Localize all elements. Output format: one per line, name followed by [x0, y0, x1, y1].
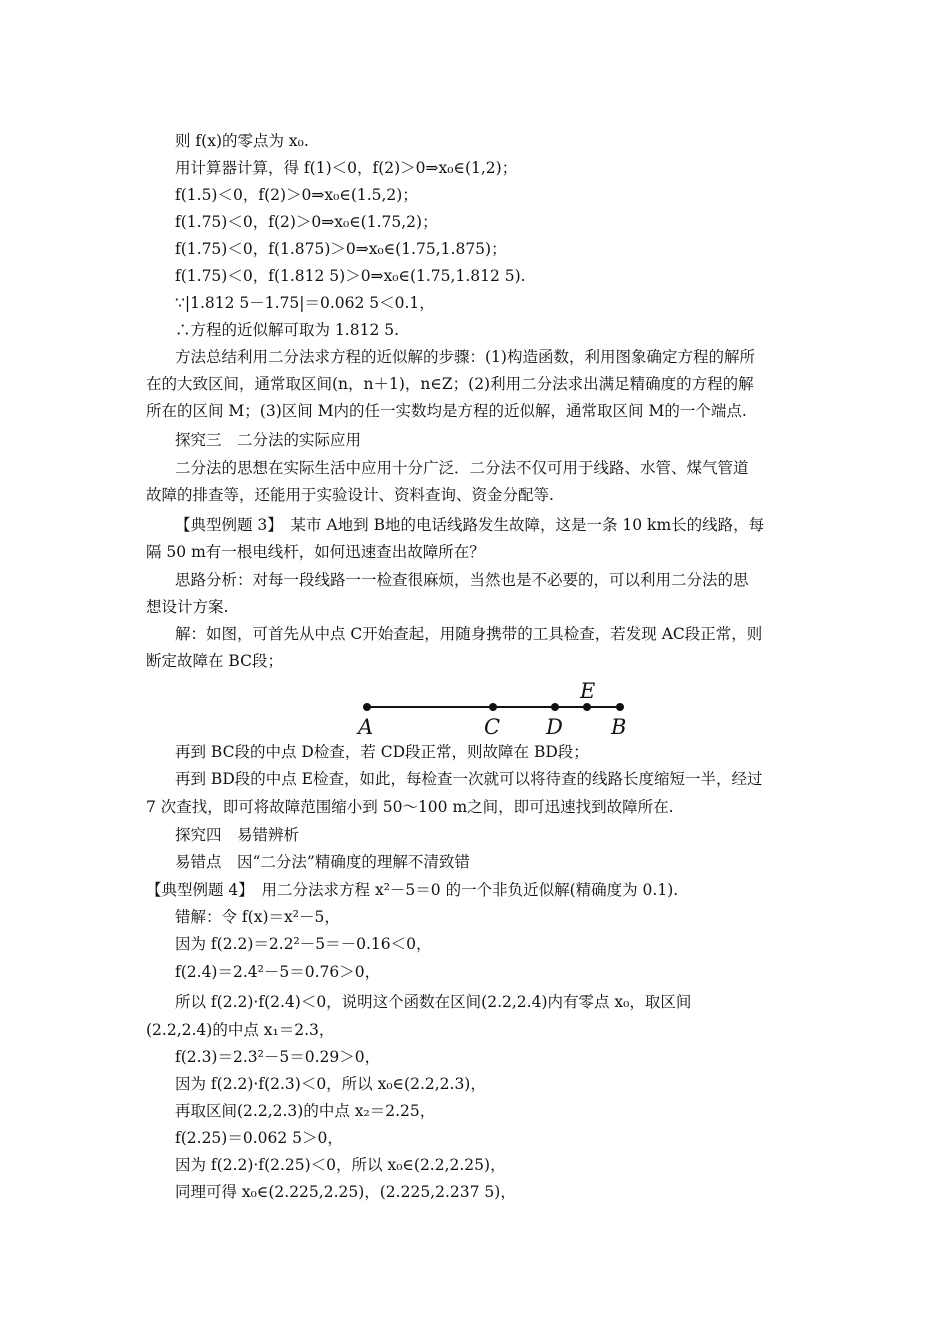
text-line: f(1.75)＜0，f(2)＞0⇒x₀∈(1.75,2)；	[175, 213, 438, 231]
text-line: 7 次查找，即可将故障范围缩小到 50～100 m之间，即可迅速找到故障所在.	[146, 798, 674, 816]
text-line: 因为 f(2.2)·f(2.3)＜0，所以 x₀∈(2.2,2.3)，	[175, 1075, 486, 1093]
label-c: C	[484, 715, 501, 739]
label-d: D	[546, 715, 563, 739]
text-line: 用计算器计算，得 f(1)＜0，f(2)＞0⇒x₀∈(1,2)；	[175, 159, 518, 177]
line-segment-diagram	[340, 676, 640, 740]
text-line: f(2.4)＝2.4²－5＝0.76＞0，	[175, 963, 381, 981]
text-line: 二分法的思想在实际生活中应用十分广泛．二分法不仅可用于线路、水管、煤气管道	[175, 459, 749, 477]
text-line: f(1.75)＜0，f(1.875)＞0⇒x₀∈(1.75,1.875)；	[175, 240, 507, 258]
example-heading: 【典型例题 3】 某市 A地到 B地的电话线路发生故障，这是一条 10 km长的线路，每	[175, 516, 765, 534]
method-summary-line: 方法总结利用二分法求方程的近似解的步骤：(1)构造函数，利用图象确定方程的解所	[175, 348, 755, 366]
text-line: 因为 f(2.2)·f(2.25)＜0，所以 x₀∈(2.2,2.25)，	[175, 1156, 506, 1174]
text-line: 易错点 因“二分法”精确度的理解不清致错	[175, 853, 470, 871]
section-heading: 探究三 二分法的实际应用	[175, 431, 362, 449]
example-heading: 【典型例题 4】 用二分法求方程 x²－5＝0 的一个非负近似解(精确度为 0.1).	[146, 881, 679, 899]
point-b	[616, 703, 624, 711]
text-line: 再到 BD段的中点 E检查，如此，每检查一次就可以将待查的线路长度缩短一半，经过	[175, 770, 763, 788]
text-line: 再取区间(2.2,2.3)的中点 x₂＝2.25，	[175, 1102, 436, 1120]
text-line: 所以 f(2.2)·f(2.4)＜0，说明这个函数在区间(2.2,2.4)内有零点 x₀，取区间	[175, 993, 692, 1011]
point-c	[489, 703, 497, 711]
text-line: f(2.25)＝0.062 5＞0，	[175, 1129, 343, 1147]
text-line: 错解：令 f(x)＝x²－5，	[175, 908, 340, 926]
point-d	[551, 703, 559, 711]
text-line: 所在的区间 M；(3)区间 M内的任一实数均是方程的近似解，通常取区间 M的一个端点.	[146, 402, 747, 420]
line-segment-figure	[340, 676, 640, 740]
text-line: 则 f(x)的零点为 x₀.	[175, 132, 309, 150]
label-b: B	[611, 715, 627, 739]
text-line: 在的大致区间，通常取区间(n，n＋1)，n∈Z；(2)利用二分法求出满足精确度的方程的解	[146, 375, 754, 393]
text-line: 断定故障在 BC段；	[146, 652, 283, 670]
text-line: f(1.5)＜0，f(2)＞0⇒x₀∈(1.5,2)；	[175, 186, 418, 204]
section-heading: 探究四 易错辨析	[175, 826, 300, 844]
text-line: ∵|1.812 5－1.75|＝0.062 5＜0.1，	[175, 294, 435, 312]
point-e	[583, 703, 591, 711]
text-line: 再到 BC段的中点 D检查，若 CD段正常，则故障在 BD段；	[175, 743, 589, 761]
label-e: E	[580, 679, 596, 703]
label-a: A	[358, 715, 374, 739]
text-line: 因为 f(2.2)＝2.2²－5＝－0.16＜0，	[175, 935, 432, 953]
point-a	[363, 703, 371, 711]
text-line: 思路分析：对每一段线路一一检查很麻烦，当然也是不必要的，可以利用二分法的思	[175, 571, 749, 589]
text-line: 故障的排查等，还能用于实验设计、资料查询、资金分配等.	[146, 486, 554, 504]
text-line: 解：如图，可首先从中点 C开始查起，用随身携带的工具检查，若发现 AC段正常，则	[175, 625, 763, 643]
text-line: ∴方程的近似解可取为 1.812 5.	[175, 321, 400, 339]
text-line: 想设计方案.	[146, 598, 229, 616]
text-line: f(1.75)＜0，f(1.812 5)＞0⇒x₀∈(1.75,1.812 5).	[175, 267, 526, 285]
text-line: 隔 50 m有一根电线杆，如何迅速查出故障所在？	[146, 543, 485, 561]
text-line: f(2.3)＝2.3²－5＝0.29＞0，	[175, 1048, 381, 1066]
text-line: (2.2,2.4)的中点 x₁＝2.3，	[146, 1021, 335, 1039]
text-line: 同理可得 x₀∈(2.225,2.25)，(2.225,2.237 5)，	[175, 1183, 516, 1201]
